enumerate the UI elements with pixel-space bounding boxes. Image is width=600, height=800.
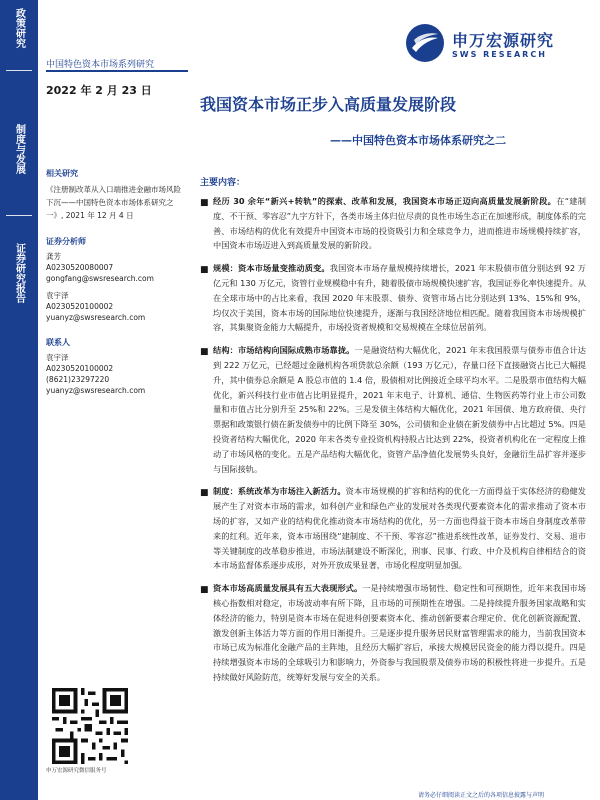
contact-name: 袁宇泽 — [46, 353, 69, 362]
report-subtitle: ——中国特色资本市场体系研究之二 — [330, 134, 506, 147]
qr-code[interactable] — [52, 688, 128, 764]
analyst-name: 龚芳 — [46, 252, 61, 261]
sidebar-divider — [6, 70, 32, 71]
sidebar-divider — [6, 215, 32, 216]
sidebar-label-system: 制度与发展 — [13, 124, 25, 174]
analyst-email[interactable]: yuanyz@swsresearch.com — [46, 313, 146, 322]
summary-body: 我国资本市场存量规模持续增长，2021 年末股债市值分别达到 92 万亿元和 130 万亿元，资管行业规模稳中有升，随着股债市场规模快速扩容，我国证券化率快速提升。从在全球市场中的占比来看，我国 2020 年末股票、债券、资管市场占比分别达到 13%、15%和 9%，均仅次于美国，资本市场的国际地位快速提升，逐渐与我国经济地位相匹配。随着我国资本市场规模扩容，其集聚资金能力大幅提升，市场投资者规模和交易规模在全球位居前列。 — [213, 263, 586, 333]
sidebar-label-report: 证券研究报告 — [13, 243, 25, 303]
series-label: 中国特色资本市场系列研究 — [46, 60, 155, 70]
summary-item — [200, 581, 586, 685]
summary-body: 一是持续增强市场韧性、稳定性和可预期性，近年来我国市场核心指数相对稳定，市场波动率有所下降，且市场的可预期性在增强。二是持续提升服务国家战略和实体经济的能力，特别是资本市场在促进科创要素资本化、推动创新要素合理定价、优化创新资源配置、激发创新主体活力等方面的作用日渐提升。三是逐步提升服务居民财富管理需求的能力，当前我国资本市场已成为标准化金融产品的主阵地，且经历大幅扩容后，承接大规模居民资金的能力得以提升。四是持续增强资本市场的全球吸引力和影响力，外资参与我国股票及债券市场的积极性将进一步提升。五是持续做好风险防范，统筹好发展与安全的关系。 — [213, 583, 586, 682]
summary-body: 在“建制度、不干预、零容忍”九字方针下，各类市场主体归位尽责的良性市场生态正在加速形成，制度体系的完善、市场结构的优化有效提升中国资本市场的投资吸引力和全球竞争力，进而推进市场规模持续扩容，中国资本市场迈进入到高质量发展的新阶段。 — [213, 196, 586, 251]
contact-entry — [46, 352, 188, 396]
brand-logo — [404, 22, 574, 70]
analyst-entry — [46, 290, 188, 323]
qr-caption: 申万宏源研究微信服务号 — [46, 768, 107, 774]
analysts-block — [46, 236, 188, 323]
summary-lead: 结构：市场结构向国际成熟市场靠拢。 — [213, 345, 355, 356]
analysts-heading: 证券分析师 — [46, 237, 86, 246]
left-sidebar — [0, 0, 38, 800]
analyst-license: A0230520100002 — [46, 302, 114, 311]
series-underline — [46, 70, 188, 72]
logo-cn-text: 申万宏源研究 — [452, 31, 555, 50]
logo-en-text: SWS RESEARCH — [452, 50, 547, 59]
summary-body: 资本市场规模的扩容和结构的优化一方面得益于实体经济的稳健发展产生了对资本市场的需求，如科创产业和绿色产业的发展对各类现代要素资本化的需求推动了资本市场的扩容，又如产业的结构优化推动资本市场结构的优化，另一方面也得益于资本市场自身制度改革带来的红利。近年来，资本市场围绕“建制度、不干预、零容忍”推进系统性改革，证券发行、交易、退市等关键制度的改革稳步推进，市场法制建设不断深化，刑事、民事、行政、中介及机构自律相结合的资本市场监督体系逐步成形，对外开放成果显著，市场化程度明显加强。 — [213, 486, 586, 571]
contact-heading: 联系人 — [46, 338, 70, 347]
bullet-icon: ■ — [200, 585, 209, 596]
report-date: 2022 年 2 月 23 日 — [46, 84, 152, 97]
contact-phone: (8621)23297220 — [46, 375, 110, 384]
summary-lead: 制度：系统改革为市场注入新活力。 — [213, 486, 346, 497]
bullet-icon: ■ — [200, 265, 209, 276]
contact-license: A0230520100002 — [46, 364, 114, 373]
contact-block — [46, 337, 188, 396]
related-text: 《注册制改革从入口端推进金融市场风险下沉——中国特色资本市场体系研究之一》, 2021 年 12 月 4 日 — [46, 185, 181, 220]
left-info-column — [46, 168, 188, 410]
related-heading: 相关研究 — [46, 169, 78, 178]
bullet-icon: ■ — [200, 488, 209, 499]
bullet-icon: ■ — [200, 347, 209, 358]
summary-lead: 规模：资本市场量变推动质变。 — [213, 263, 330, 274]
summary-body: 一是融资结构大幅优化，2021 年末我国股票与债券市值合计达到 222 万亿元，已经超过金融机构各项贷款总余额（193 万亿元），存量口径下直接融资占比已大幅提升，其中债券总余额是 A 股总市值的 1.4 倍，股债相对比例接近全球平均水平。二是股票市值结构大幅优化，新兴科技行业市值占比明显提升，2021 年末电子、计算机、通信、生物医药等行业上市公司数量和市值占比分别升至 25%和 22%。三是发债主体结构大幅优化，2021 年国债、地方政府债、央行票据和政策银行债在新发债券中的比例下降至 30%，公司债和企业债在新发债券中占比超过 5%。四是投资者结构大幅优化，2020 年末各类专业投资机构持股占比达到 22%，投资者机构化在一定程度上推动了市场风格的变化。五是产品结构大幅优化，资管产品净值化发展势头良好，金融衍生品扩容并逐步与国际接轨。 — [213, 345, 586, 474]
analyst-entry — [46, 251, 188, 284]
summary-item — [200, 261, 586, 335]
bullet-icon: ■ — [200, 198, 209, 208]
summary-item — [200, 484, 586, 573]
related-research — [46, 168, 188, 222]
analyst-license: A0230520080007 — [46, 263, 114, 272]
contact-email[interactable]: yuanyz@swsresearch.com — [46, 386, 146, 395]
summary-item — [200, 194, 586, 253]
main-content — [200, 175, 586, 693]
analyst-email[interactable]: gongfang@swsresearch.com — [46, 274, 154, 283]
report-title: 我国资本市场正步入高质量发展阶段 — [200, 95, 457, 114]
summary-lead: 资本市场高质量发展具有五大表现形式。 — [213, 583, 363, 594]
summary-lead: 经历 30 余年“新兴+转轨”的探索、改革和发展，我国资本市场正迈向高质量发展新阶段。 — [213, 196, 557, 206]
analyst-name: 袁宇泽 — [46, 291, 69, 300]
sidebar-label-policy: 政策研究 — [13, 8, 25, 48]
main-heading: 主要内容： — [200, 178, 246, 188]
summary-list — [200, 194, 586, 685]
footer-disclaimer: 请务必仔细阅读正文之后的各项信息披露与声明 — [418, 792, 545, 799]
summary-item — [200, 343, 586, 476]
logo-mark-icon — [404, 22, 446, 64]
